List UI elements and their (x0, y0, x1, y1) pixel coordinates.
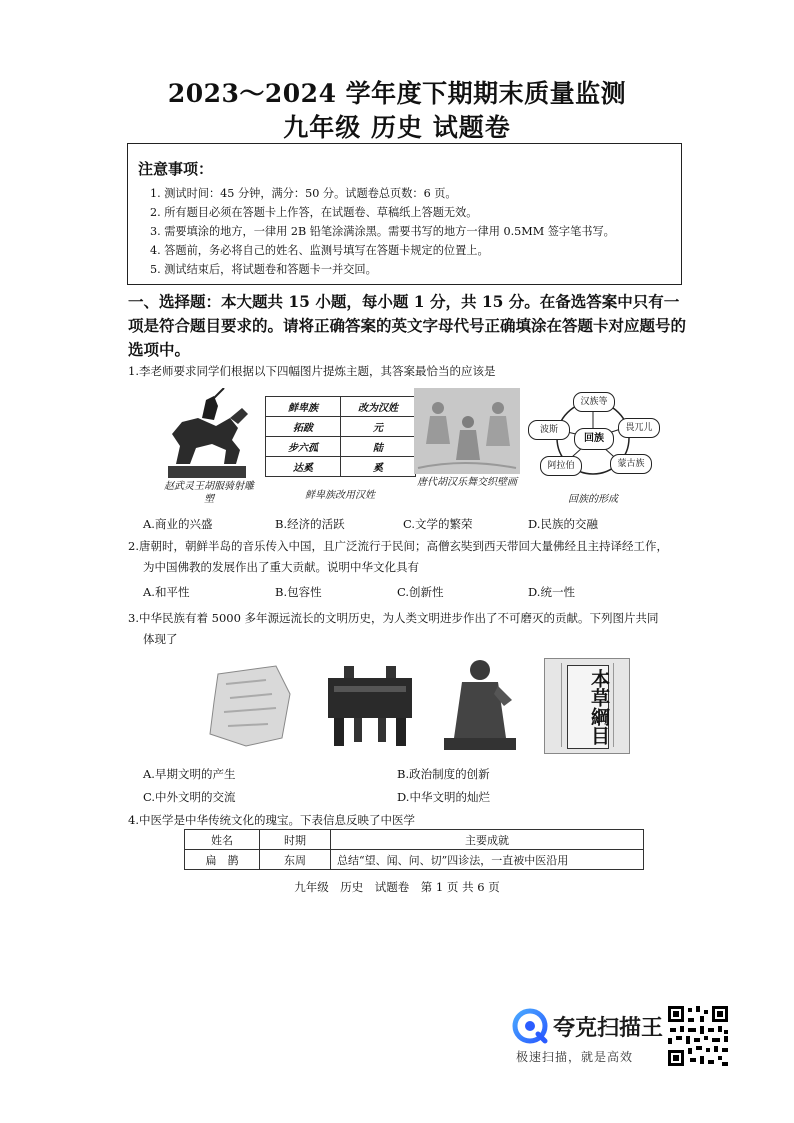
figure-caption: 鲜卑族改用汉姓 (305, 490, 375, 501)
table-cell: 步六孤 (266, 437, 341, 457)
table-cell: 陆 (341, 437, 416, 457)
tang-mural-image (414, 388, 520, 474)
doctor-table-figure (184, 829, 644, 870)
bronze-ding-image (320, 664, 420, 748)
figure-caption: 唐代胡汉乐舞交织壁画 (417, 477, 517, 488)
figure-caption: 赵武灵王胡服骑射雕塑 (164, 481, 254, 505)
scanner-slogan: 极速扫描，就是高效 (516, 1050, 634, 1064)
section-heading: 一、选择题：本大题共 15 小题，每小题 1 分，共 15 分。在备选答案中只有一项是符合题目要求的。请将正确答案的英文字母代号正确填涂在答题卡对应题号的选项中。 (128, 292, 687, 359)
table-header-cell: 姓名 (185, 830, 260, 850)
qr-code-icon (666, 1004, 730, 1068)
diagram-node: 波斯 (528, 420, 570, 440)
surname-table-figure (265, 396, 416, 477)
book-side-margin (613, 663, 626, 747)
question-2-stem: 2.唐朝时，朝鲜半岛的音乐传入中国，且广泛流行于民间；高僧玄奘到西天带回大量佛经且主持译经工作， (128, 539, 668, 553)
oracle-bone-image (206, 664, 292, 748)
question-1-stem: 1.李老师要求同学们根据以下四幅图片提炼主题，其答案最恰当的应该是 (128, 364, 496, 378)
question-3-stem: 3.中华民族有着 5000 多年源远流长的文明历史，为人类文明进步作出了不可磨灭的贡献。下列图片共同 (128, 611, 659, 625)
page-title: 2023～2024 学年度下期期末质量监测 (167, 79, 627, 108)
question-3-stem-cont: 体现了 (143, 632, 178, 646)
table-header-cell: 改为汉姓 (341, 397, 416, 417)
table-cell: 奚 (341, 457, 416, 477)
statue-image (440, 656, 520, 752)
book-title: 本草綱目 (567, 665, 609, 749)
table-cell: 总结“望、闻、问、切”四诊法，一直被中医沿用 (331, 850, 644, 870)
page-subtitle: 九年级 历史 试题卷 (283, 113, 511, 142)
option-d: D.统一性 (528, 585, 575, 599)
diagram-center-node: 回族 (574, 428, 614, 450)
diagram-node: 蒙古族 (610, 454, 652, 474)
table-header-cell: 主要成就 (331, 830, 644, 850)
question-4-stem: 4.中医学是中华传统文化的瑰宝。下表信息反映了中医学 (128, 813, 415, 827)
diagram-node: 汉族等 (573, 392, 615, 412)
horse-rider-sculpture-image (158, 388, 256, 480)
option-b: B.政治制度的创新 (397, 767, 490, 781)
hui-formation-diagram (526, 386, 660, 486)
book-side-margin (549, 663, 562, 747)
diagram-node: 畏兀儿 (618, 418, 660, 438)
figure-caption: 回族的形成 (568, 494, 618, 505)
option-d: D.民族的交融 (528, 517, 598, 531)
notice-box (127, 143, 682, 285)
option-b: B.经济的活跃 (275, 517, 345, 531)
doctor-table (184, 829, 644, 870)
table-header-cell: 时期 (260, 830, 331, 850)
table-header-cell: 鲜卑族 (266, 397, 341, 417)
notice-item: 5. 测试结束后，将试题卷和答题卡一并交回。 (150, 263, 377, 276)
page-footer: 九年级 历史 试题卷 第 1 页 共 6 页 (294, 880, 500, 894)
compendium-book-image (544, 658, 630, 754)
option-d: D.中华文明的灿烂 (397, 790, 490, 804)
question-2-stem-cont: 为中国佛教的发展作出了重大贡献。说明中华文化具有 (143, 560, 419, 574)
option-b: B.包容性 (275, 585, 322, 599)
notice-title: 注意事项： (138, 160, 214, 178)
table-cell: 拓跋 (266, 417, 341, 437)
table-cell: 扁 鹊 (185, 850, 260, 870)
notice-item: 2. 所有题目必须在答题卡上作答，在试题卷、草稿纸上答题无效。 (150, 206, 478, 219)
notice-item: 3. 需要填涂的地方，一律用 2B 铅笔涂满涂黑。需要书写的地方一律用 0.5MM 签字笔书写。 (150, 225, 615, 238)
option-a: A.早期文明的产生 (143, 767, 236, 781)
diagram-node: 阿拉伯 (540, 456, 582, 476)
table-cell: 元 (341, 417, 416, 437)
option-c: C.文学的繁荣 (403, 517, 473, 531)
table-cell: 达奚 (266, 457, 341, 477)
notice-item: 4. 答题前，务必将自己的姓名、监测号填写在答题卡规定的位置上。 (150, 244, 489, 257)
surname-table (265, 396, 416, 477)
notice-list (150, 184, 615, 279)
notice-item: 1. 测试时间：45 分钟，满分：50 分。试题卷总页数：6 页。 (150, 187, 457, 200)
table-cell: 东周 (260, 850, 331, 870)
scanner-logo-icon (512, 1008, 548, 1044)
option-c: C.创新性 (397, 585, 444, 599)
option-a: A.和平性 (143, 585, 190, 599)
scanner-brand: 夸克扫描王 (553, 1016, 664, 1041)
option-a: A.商业的兴盛 (143, 517, 213, 531)
option-c: C.中外文明的交流 (143, 790, 236, 804)
